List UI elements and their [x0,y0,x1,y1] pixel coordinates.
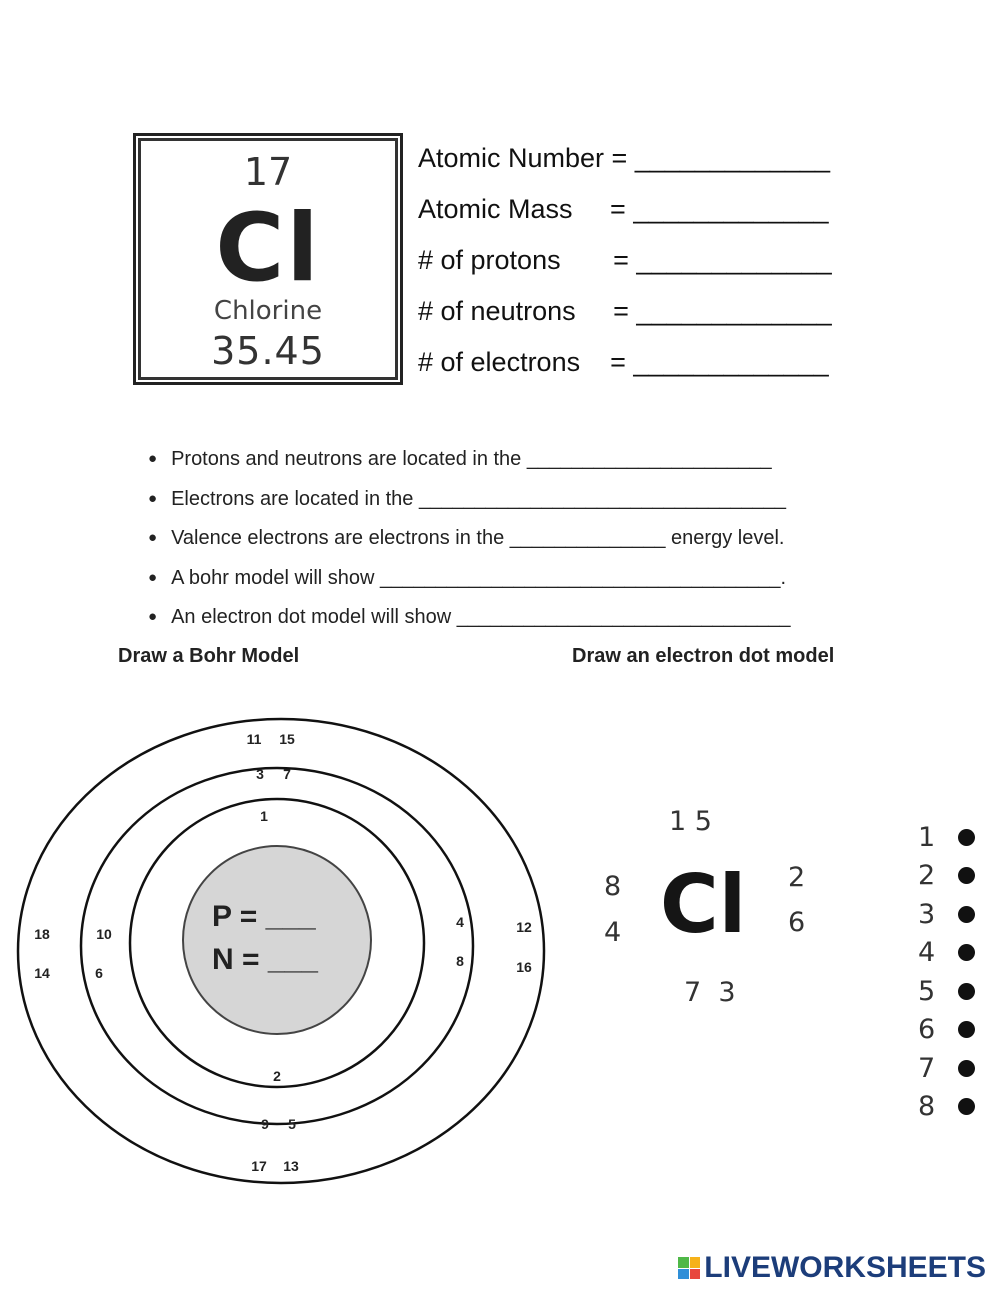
electron-slot[interactable]: 3 [256,766,264,782]
dot-item[interactable]: 8 [918,1088,988,1127]
field-protons: # of protons = _____________ [418,245,832,275]
electron-slot[interactable]: 15 [279,731,295,747]
answer-blank[interactable]: _____________ [634,143,831,173]
element-symbol: Cl [215,194,321,303]
dot-item[interactable]: 4 [918,934,988,973]
field-neutrons: # of neutrons = _____________ [418,296,832,326]
liveworksheets-icon [678,1257,700,1279]
dot-slot-right-top[interactable]: 2 [788,862,806,893]
bohr-diagram [0,700,600,1200]
electron-dot-icon[interactable] [958,1098,975,1115]
electron-slot[interactable]: 7 [283,766,291,782]
electron-slot[interactable]: 10 [96,926,112,942]
nucleus [183,846,371,1034]
dot-item[interactable]: 7 [918,1049,988,1088]
atomic-number: 17 [243,150,293,194]
dot-slot-right-bottom[interactable]: 6 [788,907,806,938]
electron-slot[interactable]: 2 [273,1068,281,1084]
electron-slot[interactable]: 6 [95,965,103,981]
nucleus-protons[interactable]: P = ___ [212,900,316,933]
dot-item[interactable]: 6 [918,1011,988,1050]
electron-slot[interactable]: 14 [34,965,50,981]
brand-logo [678,1251,986,1285]
answer-blank[interactable]: _____________ [633,347,829,377]
nucleus-neutrons[interactable]: N = ___ [212,943,318,976]
answer-blank[interactable]: _____________ [633,194,829,224]
list-item[interactable]: ● Protons and neutrons are located in the ______________________ [148,446,790,486]
dot-heading: Draw an electron dot model [572,645,835,667]
atomic-mass: 35.45 [211,329,325,373]
answer-blank[interactable]: _____________ [636,245,832,275]
electron-slot[interactable]: 18 [34,926,50,942]
brand-name: LIVEWORKSHEETS [704,1251,986,1284]
electron-dot-icon[interactable] [958,829,975,846]
field-atomic-mass: Atomic Mass = _____________ [418,194,829,224]
dot-item[interactable]: 1 [918,818,988,857]
electron-slot[interactable]: 5 [288,1116,296,1132]
electron-dot-icon[interactable] [958,944,975,961]
electron-slot[interactable]: 8 [456,953,464,969]
electron-slot[interactable]: 17 [251,1158,267,1174]
bohr-heading: Draw a Bohr Model [118,645,300,667]
electron-slot[interactable]: 1 [260,808,268,824]
list-item[interactable]: ● A bohr model will show ____________________________________. [148,565,790,605]
list-item[interactable]: ● Electrons are located in the _________________________________ [148,486,790,526]
electron-dot-icon[interactable] [958,867,975,884]
dot-bank [918,818,988,1126]
electron-dot-icon[interactable] [958,983,975,1000]
dot-item[interactable]: 2 [918,857,988,896]
dot-item[interactable]: 3 [918,895,988,934]
dot-symbol: Cl [660,858,747,951]
electron-dot-icon[interactable] [958,1021,975,1038]
answer-blank[interactable]: _____________ [636,296,832,326]
electron-dot-icon[interactable] [958,906,975,923]
list-item[interactable]: ● Valence electrons are electrons in the ______________ energy level. [148,525,790,565]
fill-in-list [148,446,790,644]
element-name: Chlorine [213,296,323,326]
dot-item[interactable]: 5 [918,972,988,1011]
list-item[interactable]: ● An electron dot model will show ______________________________ [148,604,790,644]
dot-slot-left-bottom[interactable]: 4 [604,917,622,948]
electron-slot[interactable]: 4 [456,914,464,930]
electron-dot-icon[interactable] [958,1060,975,1077]
electron-slot[interactable]: 9 [261,1116,269,1132]
field-electrons: # of electrons = _____________ [418,347,829,377]
dot-slot-left-top[interactable]: 8 [604,871,622,902]
electron-slot[interactable]: 12 [516,919,532,935]
electron-slot[interactable]: 11 [246,731,262,747]
element-tile [133,133,403,385]
dot-slot-top[interactable]: 1 5 [669,806,712,837]
electron-slot[interactable]: 13 [283,1158,299,1174]
field-atomic-number: Atomic Number = _____________ [418,143,831,173]
dot-slot-bottom[interactable]: 7 3 [684,977,736,1008]
electron-slot[interactable]: 16 [516,959,532,975]
